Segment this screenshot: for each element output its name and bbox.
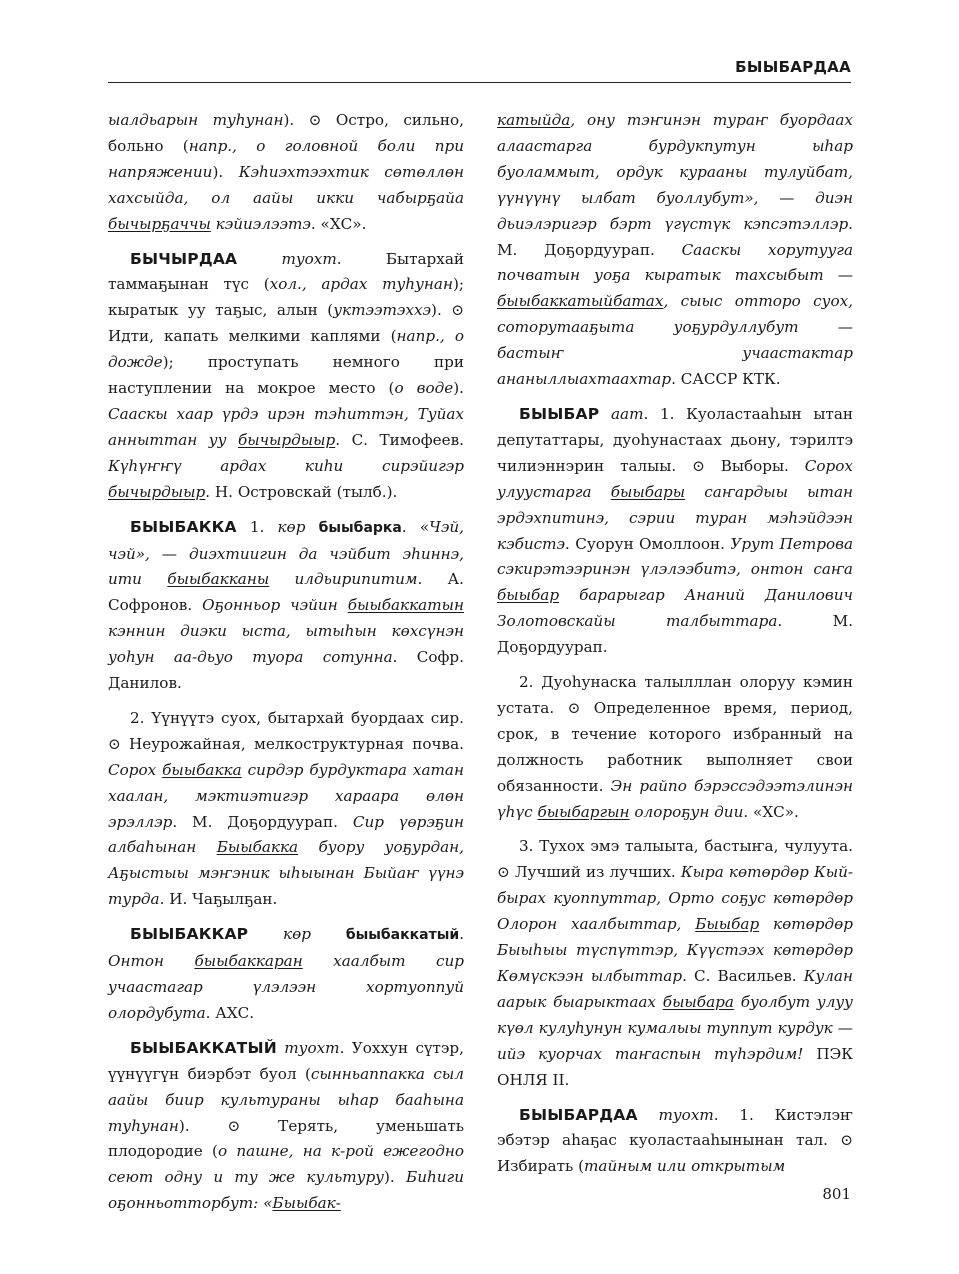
cross-reference: быыбарка: [318, 519, 402, 536]
underlined-example: быыбаккаран: [194, 952, 303, 971]
underlined-example: быыбаккатын: [347, 596, 464, 615]
text-run: . М. Доҕордуурап.: [172, 812, 353, 831]
text-run: 2. Дуоһунаска талылллан олоруу кэмин устата. ⊙ Определенное время, период, срок, в течение которого избранный на должность работник выполняет свои обязанности.: [497, 673, 853, 795]
italic-run: Кулан аарык быарыктаах: [497, 967, 853, 1011]
text-run: 2. Үүнүүтэ суох, бытархай буордаах сир. ⊙ Неурожайная, мелкоструктурная почва.: [108, 708, 464, 753]
text-run: .: [459, 925, 464, 944]
italic-run: , ону тэҥинэн тураҥ буордаах алаастарга бурдукпутун ыһар буоламмыт, ордук курааны тулуйбат, үүнүүнү ылбат буоллубут», — диэн дьиэлэригэр бэрт үгүстүк кэпсэтэллэр: [497, 111, 853, 233]
entry-paragraph: [497, 1103, 853, 1181]
italic-run: Эн райпо бэрэссэдээтэлинэн үһүс: [497, 776, 854, 821]
headword: БЫЫБАККА: [130, 517, 237, 536]
italic-run: саҥардыы ытан эрдэхпитинэ, сэрии туран мэһэйдээн кэбистэ: [497, 482, 854, 553]
entry-paragraph: [108, 515, 464, 697]
text-run: 1.: [236, 517, 278, 536]
italic-run: Сорох: [108, 760, 163, 779]
headword: БЫЫБАР: [519, 404, 600, 423]
text-run: . САССР КТК.: [671, 370, 781, 389]
cross-reference: быыбаккатый: [345, 927, 460, 944]
italic-run: көр: [277, 517, 306, 536]
text-run: ).: [212, 162, 239, 181]
text-run: . «: [401, 517, 430, 536]
left-column: [108, 108, 464, 1226]
text-run: ). ⊙ Терять, уменьшать плодородие (: [108, 1116, 464, 1161]
entry-paragraph: [497, 108, 853, 393]
headword: БЫЫБАККАР: [130, 925, 249, 944]
italic-run: көтөрдөр Быыһыы түспүттэр, Күүстээх көтөрдөр Көмүскээн ылбыттар: [497, 915, 853, 985]
italic-run: Чэй, чэй», — диэхтиигин да чэйбит эһиннэ, ити: [108, 517, 465, 589]
text-run: . Н. Островскай (тылб.).: [205, 482, 398, 501]
text-run: . М. Доҕордуурап.: [497, 214, 853, 259]
entry-paragraph: [108, 1036, 464, 1217]
text-run: . Уоххун сүтэр, үүнүүгүн биэрбэт буол (: [108, 1038, 464, 1083]
italic-run: Урут Петрова сэкирэтээринэн үлэлээбитэ, онтон саҥа: [497, 534, 853, 579]
text-run: ).: [384, 1168, 407, 1187]
underlined-example: Быыбак-: [272, 1194, 341, 1213]
text-run: . И. Чаҕылҕан.: [159, 890, 278, 909]
underlined-example: быыбаргын: [537, 802, 630, 821]
italic-run: о воде: [394, 379, 454, 398]
entry-paragraph: [497, 402, 853, 661]
underlined-example: катыйда: [497, 111, 571, 129]
italic-run: кэннин диэки ыста, ытыһын көхсүнэн уоһун аа-дьуо туора сотунна: [108, 622, 464, 667]
text-run: ). ⊙ Остро, сильно, больно (: [108, 111, 464, 155]
right-column: [497, 108, 853, 1189]
headword: БЫЫБАККАТЫЙ: [130, 1038, 277, 1057]
text-run: [305, 518, 318, 536]
page-number: 801: [822, 1185, 851, 1203]
italic-run: Сааскы хорутууга почватын уоҕа кыратык тахсыбыт —: [497, 240, 853, 285]
italic-run: Күһүҥҥү ардах киһи сирэйигэр: [108, 456, 464, 475]
italic-run: көр: [248, 925, 311, 944]
italic-run: уктээтэххэ: [333, 301, 432, 320]
text-run: . «ХС».: [310, 214, 367, 233]
underlined-example: бычырдыыр: [108, 482, 206, 501]
text-run: . С. Васильев.: [682, 967, 804, 985]
italic-run: сынньаппакка сыл аайы биир культураны ыһар бааһына туһунан: [108, 1064, 464, 1135]
text-run: . А. Софронов.: [108, 570, 464, 615]
underlined-example: быыбара: [662, 992, 734, 1011]
italic-run: туохт: [637, 1105, 714, 1124]
underlined-example: Быыбар: [695, 915, 760, 934]
underlined-example: Быыбакка: [216, 838, 299, 857]
page-header: [108, 56, 851, 83]
italic-run: тайным или открытым: [584, 1157, 786, 1176]
underlined-example: быыбары: [610, 482, 686, 501]
text-run: ); кыратык уу таҕыс, алын (: [108, 275, 465, 320]
text-run: . 1. Куоластааһын ытан депутаттары, дуоһунастаах дьону, тэрилтэ чилиэннэрин талыы. ⊙ Выборы.: [497, 404, 853, 475]
underlined-example: быыбаккатыйбатах: [497, 292, 664, 311]
text-run: ).: [453, 379, 464, 398]
text-run: . Бытархай таммаҕынан түс (: [108, 249, 465, 294]
underlined-example: быыбакка: [162, 760, 242, 779]
italic-run: туохт: [276, 1038, 340, 1057]
underlined-example: быыбар: [497, 586, 560, 605]
headword: БЫЧЫРДАА: [130, 249, 238, 268]
italic-run: сирдэр бурдуктара хатан хаалан, мэктиэтигэр хараара өлөн эрэллэр: [108, 760, 464, 831]
text-run: . Софр. Данилов.: [108, 648, 464, 693]
underlined-example: бычырҕаччы: [108, 214, 211, 233]
italic-run: олороҕун дии: [629, 802, 744, 821]
italic-run: напр., о дожде: [108, 327, 464, 372]
italic-run: Сааскы хаар үрдэ ирэн тэһиттэн, Туйах анныттан уу: [108, 404, 464, 449]
text-run: . С. Тимофеев.: [335, 430, 464, 449]
text-run: ПЭК ОНЛЯ II.: [497, 1044, 853, 1089]
italic-run: Сорох улуустарга: [497, 456, 853, 501]
italic-run: Биһиги оҕонньотторбут: «: [108, 1168, 464, 1213]
headword: БЫЫБАРДАА: [519, 1105, 638, 1124]
italic-run: Сир үөрэҕин албаһынан: [108, 812, 464, 857]
text-run: . 1. Кистэлэҥ эбэтэр аһаҕас куоластааһынынан тал. ⊙ Избирать (: [497, 1105, 853, 1176]
entry-paragraph: [108, 922, 464, 1027]
italic-run: илдьирипитим: [269, 570, 418, 589]
underlined-example: быыбакканы: [167, 570, 270, 589]
italic-run: Кыра көтөрдөр Кый-бырах куоппуттар, Орто соҕус көтөрдөр Олорон хаалбыттар,: [497, 863, 853, 934]
text-run: . М. Доҕордуурап.: [497, 612, 853, 657]
italic-run: Кэһиэхтээхтик сөтөллөн хахсыйда, ол аайы икки чабырҕайа: [108, 162, 464, 207]
entry-paragraph: [108, 108, 464, 238]
underlined-example: бычырдыыр: [237, 430, 336, 449]
italic-run: кэйиэлээтэ: [210, 214, 311, 233]
italic-run: туохт: [237, 249, 337, 268]
italic-run: аат: [599, 404, 644, 423]
italic-run: барарыгар Ананий Данилович Золотовскайы талбыттара: [497, 586, 853, 631]
text-run: 3. Тухох эмэ талыыта, бастыҥа, чулуута. ⊙ Лучший из лучших.: [497, 837, 853, 882]
text-run: ). ⊙ Идти, капать мелкими каплями (: [108, 301, 464, 346]
italic-run: буолбут улуу күөл кулуһунун кумалыы туппут курдук — ийэ куорчах таҥаспын түһэрдим!: [497, 992, 853, 1063]
italic-run: ыалдьарын туһунан: [108, 111, 284, 129]
entry-paragraph: [108, 247, 464, 506]
entry-paragraph: [497, 670, 853, 825]
italic-run: хол., ардах туһунан: [269, 275, 453, 294]
italic-run: хаалбыт сир учаастагар үлэлээн хортуоппуй олордубута: [108, 952, 464, 1022]
running-head: БЫЫБАРДАА: [735, 58, 851, 76]
italic-run: Оҕонньор чэйин: [202, 596, 348, 615]
text-run: [311, 925, 346, 943]
entry-paragraph: [108, 706, 464, 913]
italic-run: буору уоҕурдан, Аҕыстыы мэҥэник ыһыынан Быйаҥ үүнэ турда: [108, 838, 465, 909]
entry-paragraph: [497, 834, 853, 1093]
text-run: . «ХС».: [743, 802, 799, 821]
text-run: . Суорун Омоллоон.: [565, 534, 731, 553]
italic-run: , сыыс отторо суох, соторутааҕыта уоҕурдуллубут — бастыҥ учаастактар ананыллыахтаахтар: [497, 292, 853, 389]
text-run: ); проступать немного при наступлении на мокрое место (: [108, 353, 464, 398]
text-run: . АХС.: [205, 1003, 255, 1022]
italic-run: о пашне, на к-рой ежегодно сеют одну и ту же культуру: [108, 1142, 464, 1187]
italic-run: Онтон: [108, 952, 195, 971]
italic-run: напр., о головной боли при напряжении: [108, 136, 464, 181]
